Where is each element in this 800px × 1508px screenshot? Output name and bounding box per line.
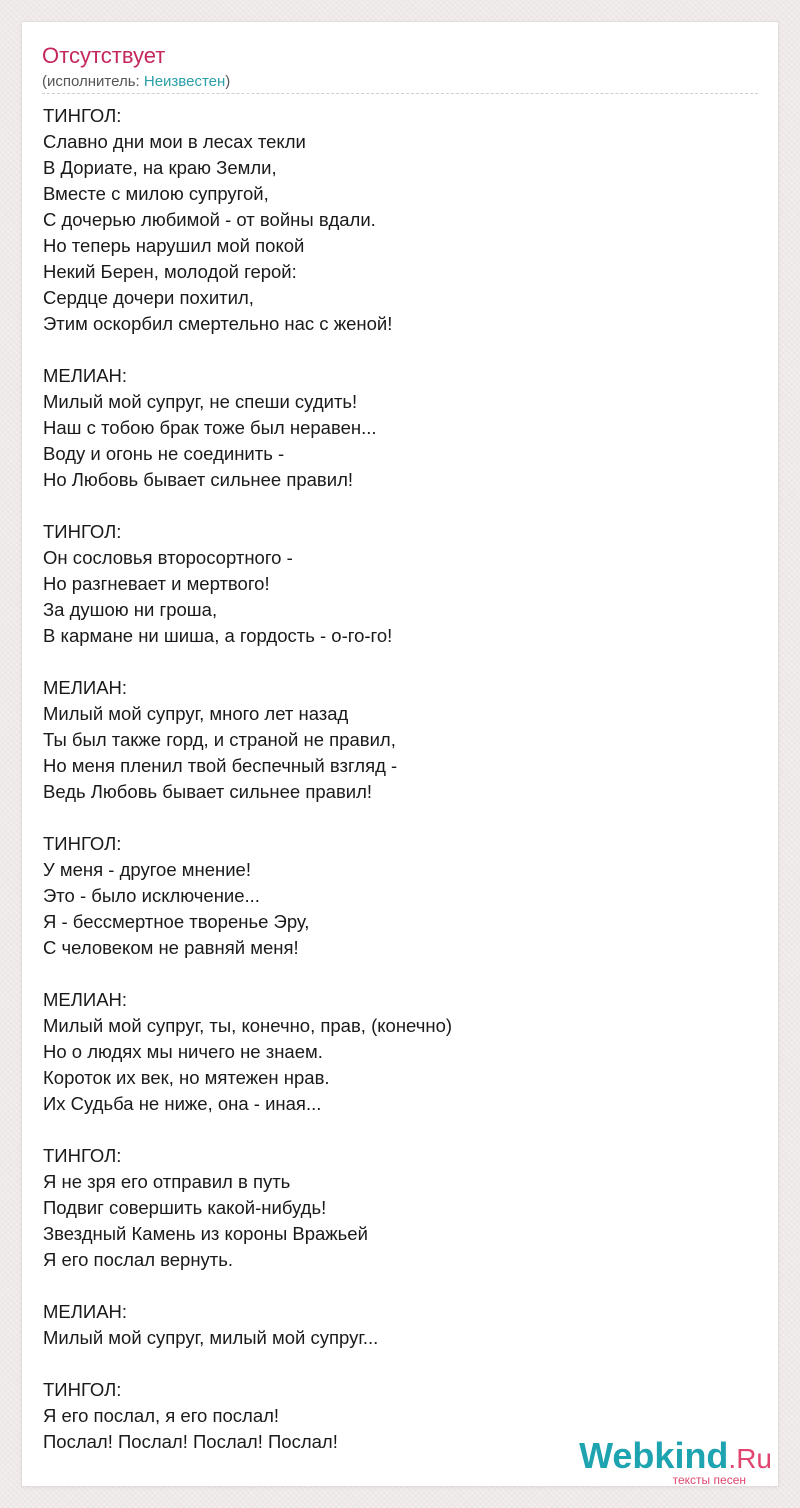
lyric-line: Послал! Послал! Послал! Послал!: [43, 1431, 338, 1452]
lyric-line: Вместе с милою супругой,: [43, 183, 269, 204]
stanza-gap: [43, 805, 758, 831]
lyric-line: Звездный Камень из короны Вражьей: [43, 1223, 368, 1244]
lyric-line: Подвиг совершить какой-нибудь!: [43, 1197, 327, 1218]
logo-wordmark: [579, 1435, 772, 1477]
lyric-line: Милый мой супруг, ты, конечно, прав, (конечно): [43, 1015, 453, 1036]
stanza-gap: [43, 337, 758, 363]
lyric-line: С человеком не равняй меня!: [43, 937, 299, 958]
stanza-gap: [43, 1117, 758, 1143]
lyric-line: В Дориате, на краю Земли,: [43, 157, 277, 178]
lyric-line: Этим оскорбил смертельно нас с женой!: [43, 313, 393, 334]
lyric-line: Но о людях мы ничего не знаем.: [43, 1041, 323, 1062]
lyric-line: Милый мой супруг, не спеши судить!: [43, 391, 358, 412]
lyric-line: Ведь Любовь бывает сильнее правил!: [43, 781, 373, 802]
artist-suffix: ): [225, 73, 231, 90]
lyric-line: Сердце дочери похитил,: [43, 287, 254, 308]
lyric-line: Он сословья второсортного -: [43, 547, 293, 568]
lyric-line: Короток их век, но мятежен нрав.: [43, 1067, 330, 1088]
lyric-line: Я не зря его отправил в путь: [43, 1171, 291, 1192]
speaker-label: ТИНГОЛ:: [43, 105, 122, 126]
lyric-line: Их Судьба не ниже, она - иная...: [43, 1093, 322, 1114]
speaker-label: МЕЛИАН:: [43, 989, 128, 1010]
lyric-line: Но меня пленил твой беспечный взгляд -: [43, 755, 398, 776]
stanza-gap: [43, 493, 758, 519]
speaker-label: ТИНГОЛ:: [43, 1379, 122, 1400]
lyric-line: Но теперь нарушил мой покой: [43, 235, 305, 256]
logo-suffix: .Ru: [728, 1443, 772, 1474]
stanza-gap: [43, 649, 758, 675]
logo-tagline: тексты песен: [672, 1473, 746, 1487]
speaker-label: МЕЛИАН:: [43, 1301, 128, 1322]
lyric-line: С дочерью любимой - от войны вдали.: [43, 209, 376, 230]
lyric-line: Некий Берен, молодой герой:: [43, 261, 297, 282]
divider: [42, 93, 758, 94]
speaker-label: ТИНГОЛ:: [43, 521, 122, 542]
stanza-gap: [43, 961, 758, 987]
speaker-label: ТИНГОЛ:: [43, 1145, 122, 1166]
lyrics-card: [22, 22, 778, 1486]
lyric-line: Я его послал, я его послал!: [43, 1405, 280, 1426]
webkind-logo[interactable]: [579, 1435, 772, 1487]
lyric-line: Я - бессмертное творенье Эру,: [43, 911, 310, 932]
song-title: Отсутствует: [42, 43, 166, 68]
speaker-label: ТИНГОЛ:: [43, 833, 122, 854]
artist-link[interactable]: Неизвестен: [143, 73, 226, 90]
lyric-line: За душою ни гроша,: [43, 599, 218, 620]
stanza-gap: [43, 1273, 758, 1299]
lyrics-text: [43, 103, 758, 1455]
artist-prefix: (исполнитель:: [42, 73, 144, 90]
speaker-label: МЕЛИАН:: [43, 677, 128, 698]
stanza-gap: [43, 1351, 758, 1377]
logo-main: Webkind: [579, 1435, 729, 1476]
lyric-line: Воду и огонь не соединить -: [43, 443, 285, 464]
lyric-line: В кармане ни шиша, а гордость - о-го-го!: [43, 625, 393, 646]
lyric-line: Славно дни мои в лесах текли: [43, 131, 306, 152]
lyric-line: Ты был также горд, и страной не правил,: [43, 729, 396, 750]
lyric-line: Я его послал вернуть.: [43, 1249, 234, 1270]
lyric-line: Милый мой супруг, много лет назад: [43, 703, 349, 724]
lyric-line: У меня - другое мнение!: [43, 859, 251, 880]
lyric-line: Это - было исключение...: [43, 885, 260, 906]
artist-line: [42, 72, 230, 92]
lyric-line: Но разгневает и мертвого!: [43, 573, 270, 594]
lyric-line: Наш с тобою брак тоже был неравен...: [43, 417, 377, 438]
lyric-line: Милый мой супруг, милый мой супруг...: [43, 1327, 379, 1348]
lyric-line: Но Любовь бывает сильнее правил!: [43, 469, 354, 490]
speaker-label: МЕЛИАН:: [43, 365, 128, 386]
